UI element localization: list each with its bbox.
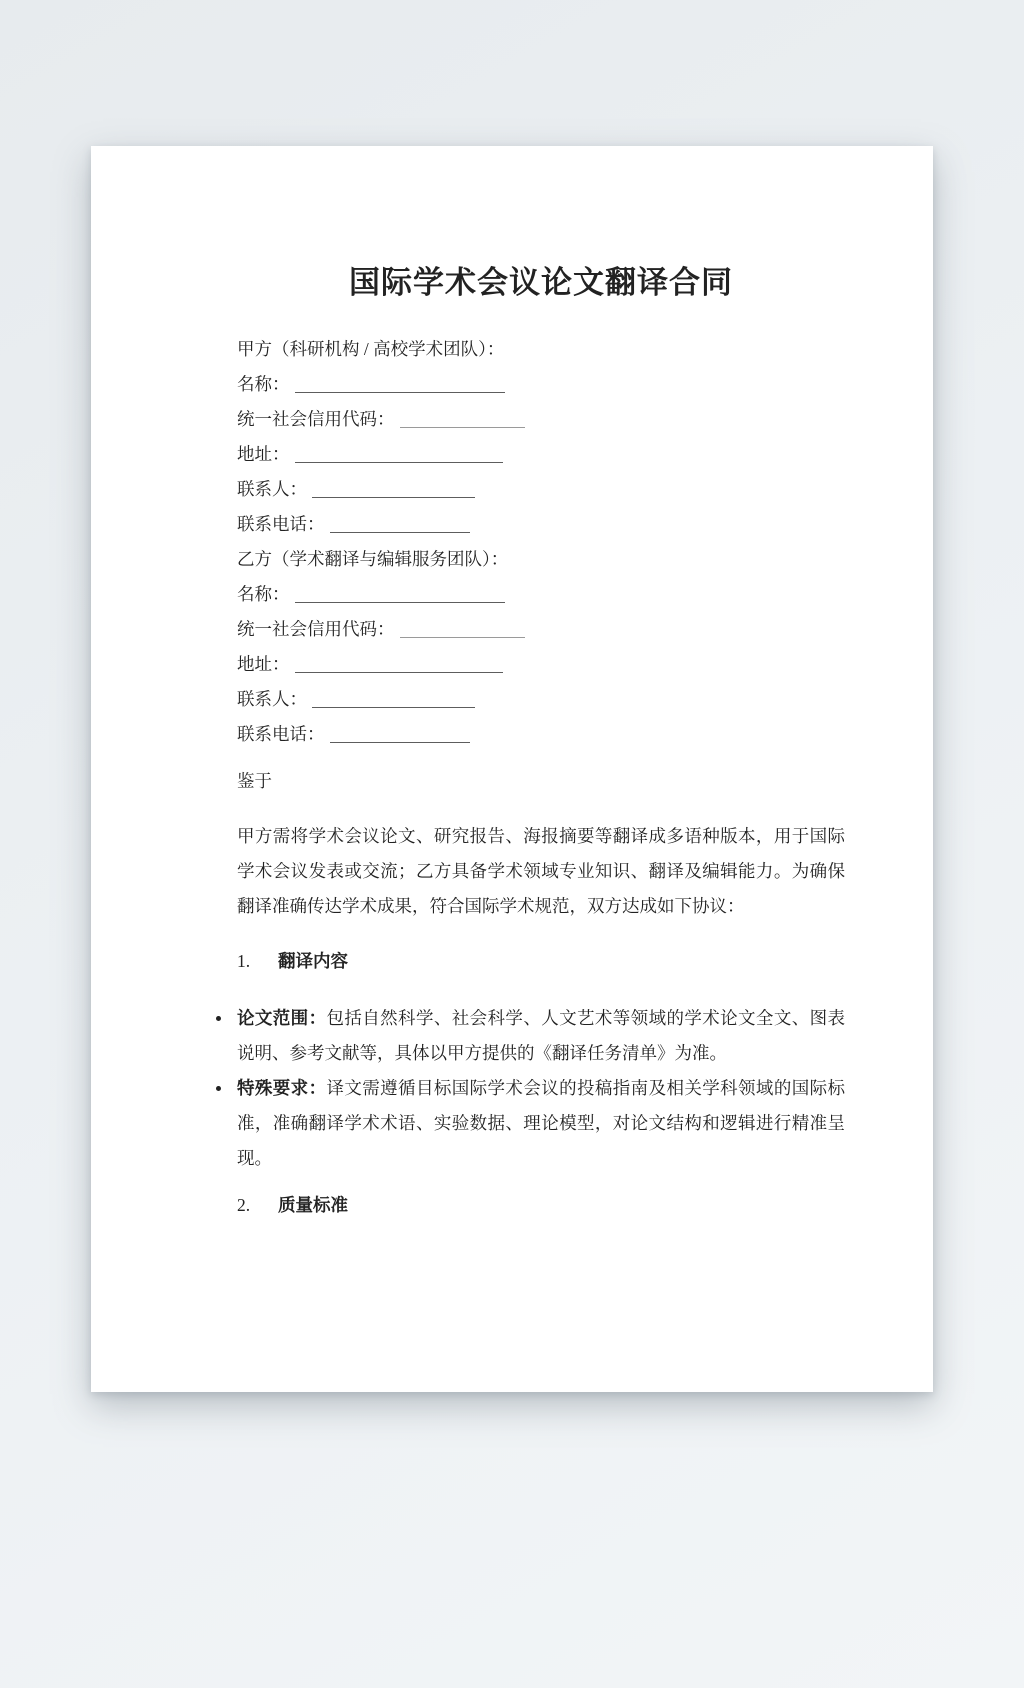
field-label-phone: 联系电话：: [237, 514, 325, 534]
party-a-name-row: [237, 367, 845, 402]
field-label-phone: 联系电话：: [237, 724, 325, 744]
list-item-body: 包括自然科学、社会科学、人文艺术等领域的学术论文全文、图表说明、参考文献等，具体以甲方提供的《翻译任务清单》为准。: [237, 1008, 846, 1063]
bullet-icon: [212, 1001, 237, 1071]
party-b-name-row: [237, 577, 845, 612]
field-label-credit-code: 统一社会信用代码：: [237, 619, 395, 639]
list-item-body: 译文需遵循目标国际学术会议的投稿指南及相关学科领域的国际标准，准确翻译学术术语、实验数据、理论模型，对论文结构和逻辑进行精准呈现。: [237, 1078, 846, 1168]
name-blank-underline: [295, 374, 505, 393]
field-label-address: 地址：: [237, 444, 290, 464]
field-label-contact: 联系人：: [237, 479, 307, 499]
address-blank-underline: [295, 444, 503, 463]
section-number: 2.: [237, 1195, 251, 1215]
party-a-heading: 甲方（科研机构 / 高校学术团队）：: [237, 339, 505, 359]
document-title: 国际学术会议论文翻译合同: [349, 265, 733, 300]
contact-blank-underline: [312, 689, 475, 708]
party-a-contact-row: [237, 472, 845, 507]
bullet-icon: [212, 1071, 237, 1176]
section-1-heading: [237, 944, 845, 979]
list-item-text: [237, 1001, 845, 1071]
phone-blank-underline: [330, 724, 470, 743]
field-label-credit-code: 统一社会信用代码：: [237, 409, 395, 429]
contact-blank-underline: [312, 479, 475, 498]
field-label-contact: 联系人：: [237, 689, 307, 709]
party-b-address-row: [237, 647, 845, 682]
list-item-special-requirements: [212, 1071, 845, 1176]
whereas-label: 鉴于: [237, 771, 272, 791]
app-background: [0, 146, 1024, 1688]
party-a-phone-row: [237, 507, 845, 542]
address-blank-underline: [295, 654, 503, 673]
party-b-heading: 乙方（学术翻译与编辑服务团队）：: [237, 549, 509, 569]
party-b-phone-row: [237, 717, 845, 752]
field-label-name: 名称：: [237, 374, 290, 394]
list-item-lead: 特殊要求：: [237, 1078, 327, 1098]
preamble-paragraph: 甲方需将学术会议论文、研究报告、海报摘要等翻译成多语种版本，用于国际学术会议发表或交流；乙方具备学术领域专业知识、翻译及编辑能力。为确保翻译准确传达学术成果，符合国际学术规范，双方达成如下协议：: [237, 826, 845, 916]
section-title: 质量标准: [278, 1195, 348, 1215]
section-2-heading: [237, 1188, 845, 1223]
translation-content-list: [237, 1001, 845, 1176]
list-item-lead: 论文范围：: [237, 1008, 327, 1028]
credit-code-blank-underline: [400, 619, 525, 638]
document-page: [91, 146, 933, 1392]
credit-code-blank-underline: [400, 409, 525, 428]
party-a-address-row: [237, 437, 845, 472]
party-a-credit-code-row: [237, 402, 845, 437]
list-item-paper-scope: [212, 1001, 845, 1071]
field-label-address: 地址：: [237, 654, 290, 674]
phone-blank-underline: [330, 514, 470, 533]
list-item-text: [237, 1071, 845, 1176]
party-b-contact-row: [237, 682, 845, 717]
field-label-name: 名称：: [237, 584, 290, 604]
section-number: 1.: [237, 951, 251, 971]
section-title: 翻译内容: [278, 951, 348, 971]
party-b-credit-code-row: [237, 612, 845, 647]
name-blank-underline: [295, 584, 505, 603]
